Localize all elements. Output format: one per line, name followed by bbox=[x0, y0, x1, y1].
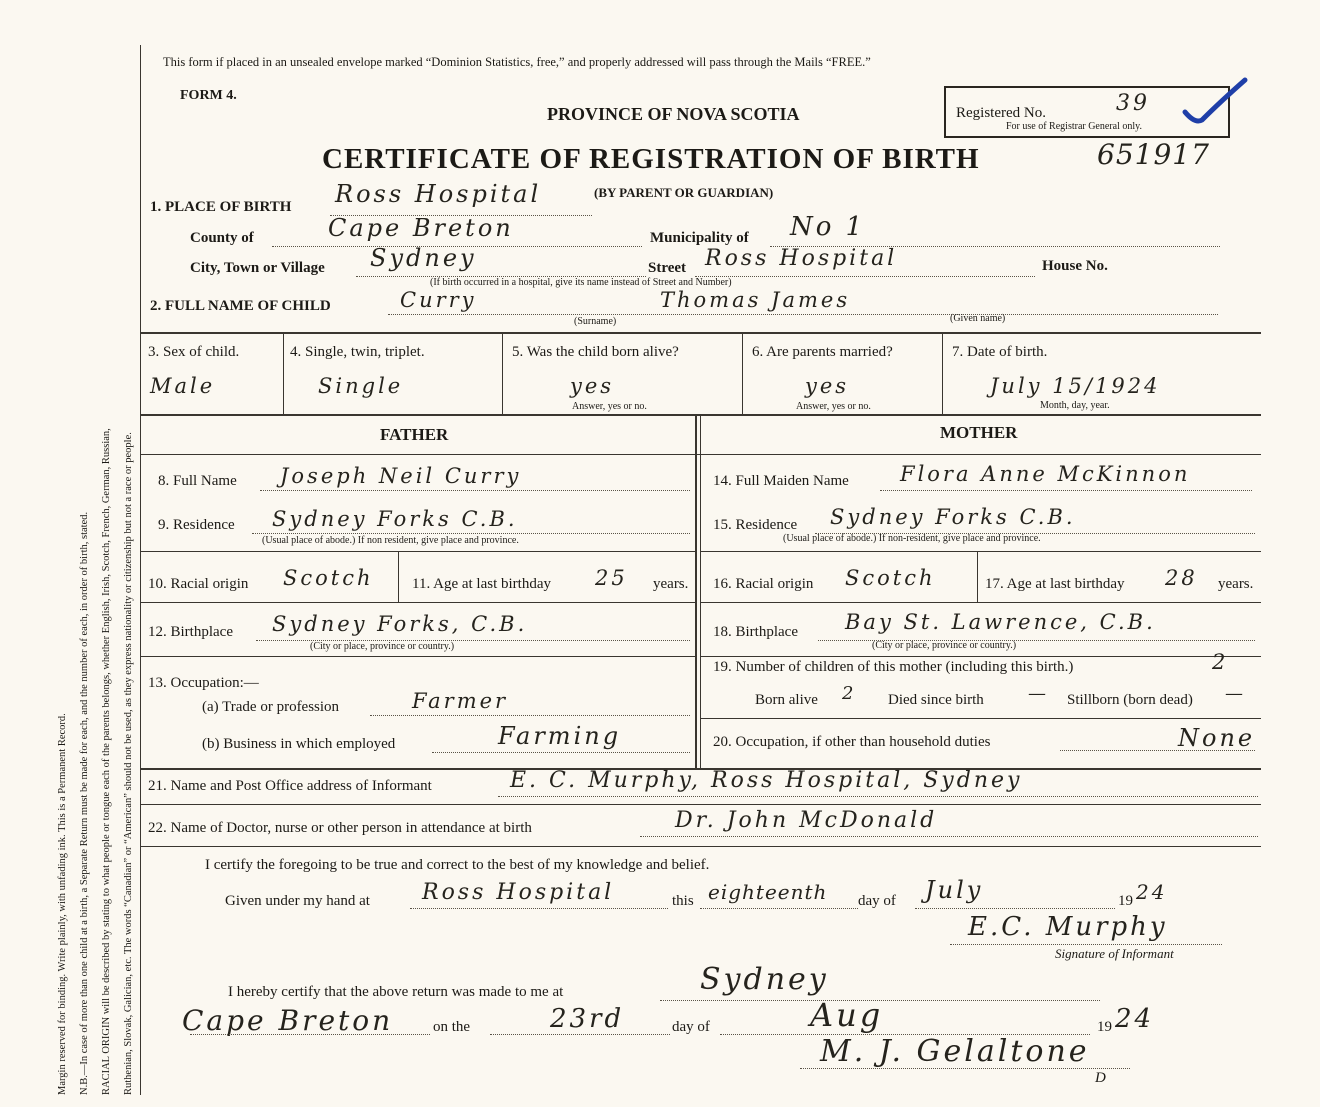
registrar-signature-line bbox=[800, 1068, 1130, 1069]
informant-signature-line bbox=[950, 944, 1222, 945]
mother-residence-label: 15. Residence bbox=[713, 517, 798, 533]
margin-note-3: RACIAL ORIGIN will be described by stating to what people or tongue each of the parents belongs, whether English, Irish, Scotch, French, German, Russian, bbox=[101, 428, 112, 1095]
mother-racial-label: 16. Racial origin bbox=[713, 576, 814, 592]
child-name-label: 2. FULL NAME OF CHILD bbox=[150, 298, 331, 314]
parents-divider bbox=[695, 416, 697, 769]
parents-divider-2 bbox=[700, 416, 701, 769]
margin-note-2: N.B.—In case of more than one child at a birth, a Separate Return must be made for each, and the number of each, in order of birth, stated. bbox=[79, 511, 90, 1095]
child-given-name-value: Thomas James bbox=[660, 288, 851, 312]
return-text: I hereby certify that the above return was made to me at bbox=[228, 984, 564, 1000]
rule-heading bbox=[141, 454, 1261, 455]
father-trade-value: Farmer bbox=[412, 689, 509, 713]
street-label: Street bbox=[648, 260, 687, 276]
mother-stillborn-label: Stillborn (born dead) bbox=[1067, 692, 1193, 708]
surname-caption: (Surname) bbox=[574, 316, 617, 327]
certificate-number: 651917 bbox=[1097, 138, 1210, 171]
informant-label: 21. Name and Post Office address of Informant bbox=[148, 778, 432, 794]
year-prefix: 19 bbox=[1118, 893, 1133, 909]
father-birthplace-value: Sydney Forks, C.B. bbox=[272, 612, 528, 636]
born-alive-answer: yes bbox=[570, 374, 615, 398]
return-day-line bbox=[490, 1034, 670, 1035]
mother-years: years. bbox=[1218, 576, 1254, 592]
mother-name-line bbox=[880, 490, 1252, 491]
sep-4 bbox=[942, 334, 943, 414]
house-no-label: House No. bbox=[1042, 258, 1108, 274]
father-racial-label: 10. Racial origin bbox=[148, 576, 249, 592]
informant-value: E. C. Murphy, Ross Hospital, Sydney bbox=[510, 768, 1023, 793]
given-under-label: Given under my hand at bbox=[225, 893, 370, 909]
form-number: FORM 4. bbox=[180, 88, 237, 103]
father-birthplace-note: (City or place, province or country.) bbox=[310, 641, 455, 652]
sex-label: 3. Sex of child. bbox=[148, 344, 240, 360]
given-name-caption: (Given name) bbox=[950, 313, 1006, 324]
registrar-use-note: For use of Registrar General only. bbox=[1006, 121, 1142, 132]
return-year-prefix: 19 bbox=[1097, 1019, 1112, 1035]
rule-doctor-bottom bbox=[141, 846, 1261, 847]
mother-birthplace-label: 18. Birthplace bbox=[713, 624, 798, 640]
return-month-value: Aug bbox=[810, 996, 884, 1034]
mother-racial-sep bbox=[977, 552, 978, 602]
father-business-line bbox=[432, 752, 690, 753]
rule-mother-racial-top bbox=[701, 551, 1261, 552]
mother-name-label: 14. Full Maiden Name bbox=[713, 473, 849, 489]
rule-mother-birthplace-bottom bbox=[701, 656, 1261, 657]
sep-2 bbox=[502, 334, 503, 414]
mother-died-label: Died since birth bbox=[888, 692, 984, 708]
mother-born-alive-value: 2 bbox=[842, 683, 857, 704]
given-day-line bbox=[700, 908, 858, 909]
mother-died-value: — bbox=[1028, 683, 1049, 704]
by-parent-note: (BY PARENT OR GUARDIAN) bbox=[594, 185, 774, 200]
rule-row3-top bbox=[141, 332, 1261, 334]
rule-father-birthplace-bottom bbox=[141, 656, 695, 657]
return-year-suffix: 24 bbox=[1115, 1004, 1155, 1034]
province-heading: PROVINCE OF NOVA SCOTIA bbox=[547, 104, 800, 124]
father-birthplace-label: 12. Birthplace bbox=[148, 624, 233, 640]
dob-note: Month, day, year. bbox=[1040, 400, 1110, 411]
street-value: Ross Hospital bbox=[705, 246, 898, 271]
father-racial-sep bbox=[398, 552, 399, 602]
rule-father-racial-top bbox=[141, 551, 695, 552]
margin-note-1: Margin reserved for binding. Write plainly, with unfading ink. This is a Permanent Record. bbox=[57, 713, 68, 1095]
mother-age-value: 28 bbox=[1165, 566, 1198, 590]
father-trade-line bbox=[370, 715, 690, 716]
county-label: County of bbox=[190, 230, 254, 246]
parents-married-question: 6. Are parents married? bbox=[752, 344, 893, 360]
this-label: this bbox=[672, 893, 694, 909]
born-alive-answer-note: Answer, yes or no. bbox=[572, 401, 647, 412]
given-day-value: eighteenth bbox=[708, 880, 828, 904]
place-of-birth-label: 1. PLACE OF BIRTH bbox=[150, 199, 292, 215]
mother-occupation-line bbox=[1060, 750, 1255, 751]
mother-age-label: 17. Age at last birthday bbox=[985, 576, 1125, 592]
registered-no-value: 39 bbox=[1116, 91, 1150, 116]
on-the-label: on the bbox=[433, 1019, 471, 1035]
rule-informant-bottom bbox=[141, 804, 1261, 805]
dob-value: July 15/1924 bbox=[990, 374, 1161, 398]
return-county-value: Cape Breton bbox=[182, 1004, 394, 1037]
municipality-label: Municipality of bbox=[650, 230, 749, 246]
given-place-value: Ross Hospital bbox=[422, 880, 615, 905]
county-value: Cape Breton bbox=[328, 214, 514, 242]
dob-label: 7. Date of birth. bbox=[952, 344, 1048, 360]
mother-occupation-label: 20. Occupation, if other than household duties bbox=[713, 734, 991, 750]
city-label: City, Town or Village bbox=[190, 260, 325, 276]
registered-no-label: Registered No. bbox=[956, 105, 1046, 121]
rule-mother-racial-bottom bbox=[701, 602, 1261, 603]
signature-of-informant-label: Signature of Informant bbox=[1055, 946, 1174, 961]
sex-value: Male bbox=[150, 374, 216, 398]
multiplicity-label: 4. Single, twin, triplet. bbox=[290, 344, 425, 360]
city-value: Sydney bbox=[370, 244, 477, 272]
rule-mother-children-bottom bbox=[701, 718, 1261, 719]
mother-heading: MOTHER bbox=[940, 423, 1018, 442]
mother-birthplace-note: (City or place, province or country.) bbox=[872, 640, 1017, 651]
given-month-line bbox=[915, 908, 1115, 909]
mother-stillborn-value: — bbox=[1225, 683, 1246, 704]
parents-married-answer: yes bbox=[805, 374, 850, 398]
father-racial-value: Scotch bbox=[283, 566, 374, 590]
father-name-line bbox=[260, 490, 690, 491]
father-business-label: (b) Business in which employed bbox=[202, 736, 396, 752]
father-years: years. bbox=[653, 576, 689, 592]
father-trade-label: (a) Trade or profession bbox=[202, 699, 340, 715]
born-alive-question: 5. Was the child born alive? bbox=[512, 344, 679, 360]
father-age-value: 25 bbox=[595, 566, 628, 590]
division-letter: D bbox=[1095, 1070, 1106, 1086]
return-county-line bbox=[190, 1034, 430, 1035]
father-name-label: 8. Full Name bbox=[158, 473, 237, 489]
doctor-value: Dr. John McDonald bbox=[675, 808, 938, 833]
registrar-signature: M. J. Gelaltone bbox=[820, 1034, 1090, 1069]
father-residence-label: 9. Residence bbox=[158, 517, 235, 533]
given-place-line bbox=[410, 908, 668, 909]
hospital-note: (If birth occurred in a hospital, give its name instead of Street and Number) bbox=[430, 277, 732, 288]
sep-1 bbox=[283, 334, 284, 414]
sep-3 bbox=[742, 334, 743, 414]
return-place-value: Sydney bbox=[700, 962, 829, 997]
father-residence-value: Sydney Forks C.B. bbox=[272, 507, 518, 531]
father-name-value: Joseph Neil Curry bbox=[280, 464, 522, 488]
rule-row3-bottom bbox=[141, 414, 1261, 416]
child-name-line bbox=[388, 314, 1218, 315]
mother-occupation-value: None bbox=[1178, 724, 1256, 752]
return-day-value: 23rd bbox=[550, 1004, 625, 1034]
return-day-of-label: day of bbox=[672, 1019, 710, 1035]
informant-signature: E.C. Murphy bbox=[968, 912, 1168, 942]
given-month-value: July bbox=[925, 876, 984, 904]
day-of-label: day of bbox=[858, 893, 896, 909]
doctor-line bbox=[640, 836, 1258, 837]
street-line bbox=[695, 276, 1035, 277]
margin-note-4: Ruthenian, Slovak, Galician, etc. The words “Canadian” or “American” should not be used, as they express nationality or citizenship but not a race or people. bbox=[123, 432, 134, 1095]
father-residence-note: (Usual place of abode.) If non resident, give place and province. bbox=[262, 535, 519, 546]
mother-born-alive-label: Born alive bbox=[755, 692, 818, 708]
mother-racial-value: Scotch bbox=[845, 566, 936, 590]
father-occupation-label: 13. Occupation:— bbox=[148, 675, 259, 691]
mother-name-value: Flora Anne McKinnon bbox=[900, 462, 1191, 486]
father-age-label: 11. Age at last birthday bbox=[412, 576, 551, 592]
mother-residence-note: (Usual place of abode.) If non-resident, give place and province. bbox=[783, 533, 1041, 544]
father-heading: FATHER bbox=[380, 425, 449, 444]
place-of-birth-value: Ross Hospital bbox=[335, 180, 542, 208]
doctor-label: 22. Name of Doctor, nurse or other person in attendance at birth bbox=[148, 820, 532, 836]
given-year-suffix: 24 bbox=[1136, 880, 1168, 904]
child-surname-value: Curry bbox=[400, 288, 477, 312]
mother-residence-value: Sydney Forks C.B. bbox=[830, 505, 1076, 529]
multiplicity-value: Single bbox=[318, 374, 404, 398]
informant-line bbox=[498, 796, 1258, 797]
mother-birthplace-value: Bay St. Lawrence, C.B. bbox=[845, 610, 1156, 634]
mail-note: This form if placed in an unsealed envelope marked “Dominion Statistics, free,” and properly addressed will pass through the Mails “FREE.” bbox=[163, 55, 871, 69]
blue-check-mark-icon bbox=[1180, 72, 1250, 132]
rule-father-racial-bottom bbox=[141, 602, 695, 603]
municipality-value: No 1 bbox=[790, 212, 866, 242]
parents-married-answer-note: Answer, yes or no. bbox=[796, 401, 871, 412]
page-title: CERTIFICATE OF REGISTRATION OF BIRTH bbox=[322, 143, 980, 175]
father-business-value: Farming bbox=[498, 722, 622, 750]
certify-text: I certify the foregoing to be true and correct to the best of my knowledge and belief. bbox=[205, 857, 710, 873]
mother-children-label: 19. Number of children of this mother (including this birth.) bbox=[713, 659, 1074, 675]
mother-children-value: 2 bbox=[1212, 650, 1229, 674]
father-residence-line bbox=[252, 533, 690, 534]
form-left-border bbox=[140, 45, 141, 1095]
